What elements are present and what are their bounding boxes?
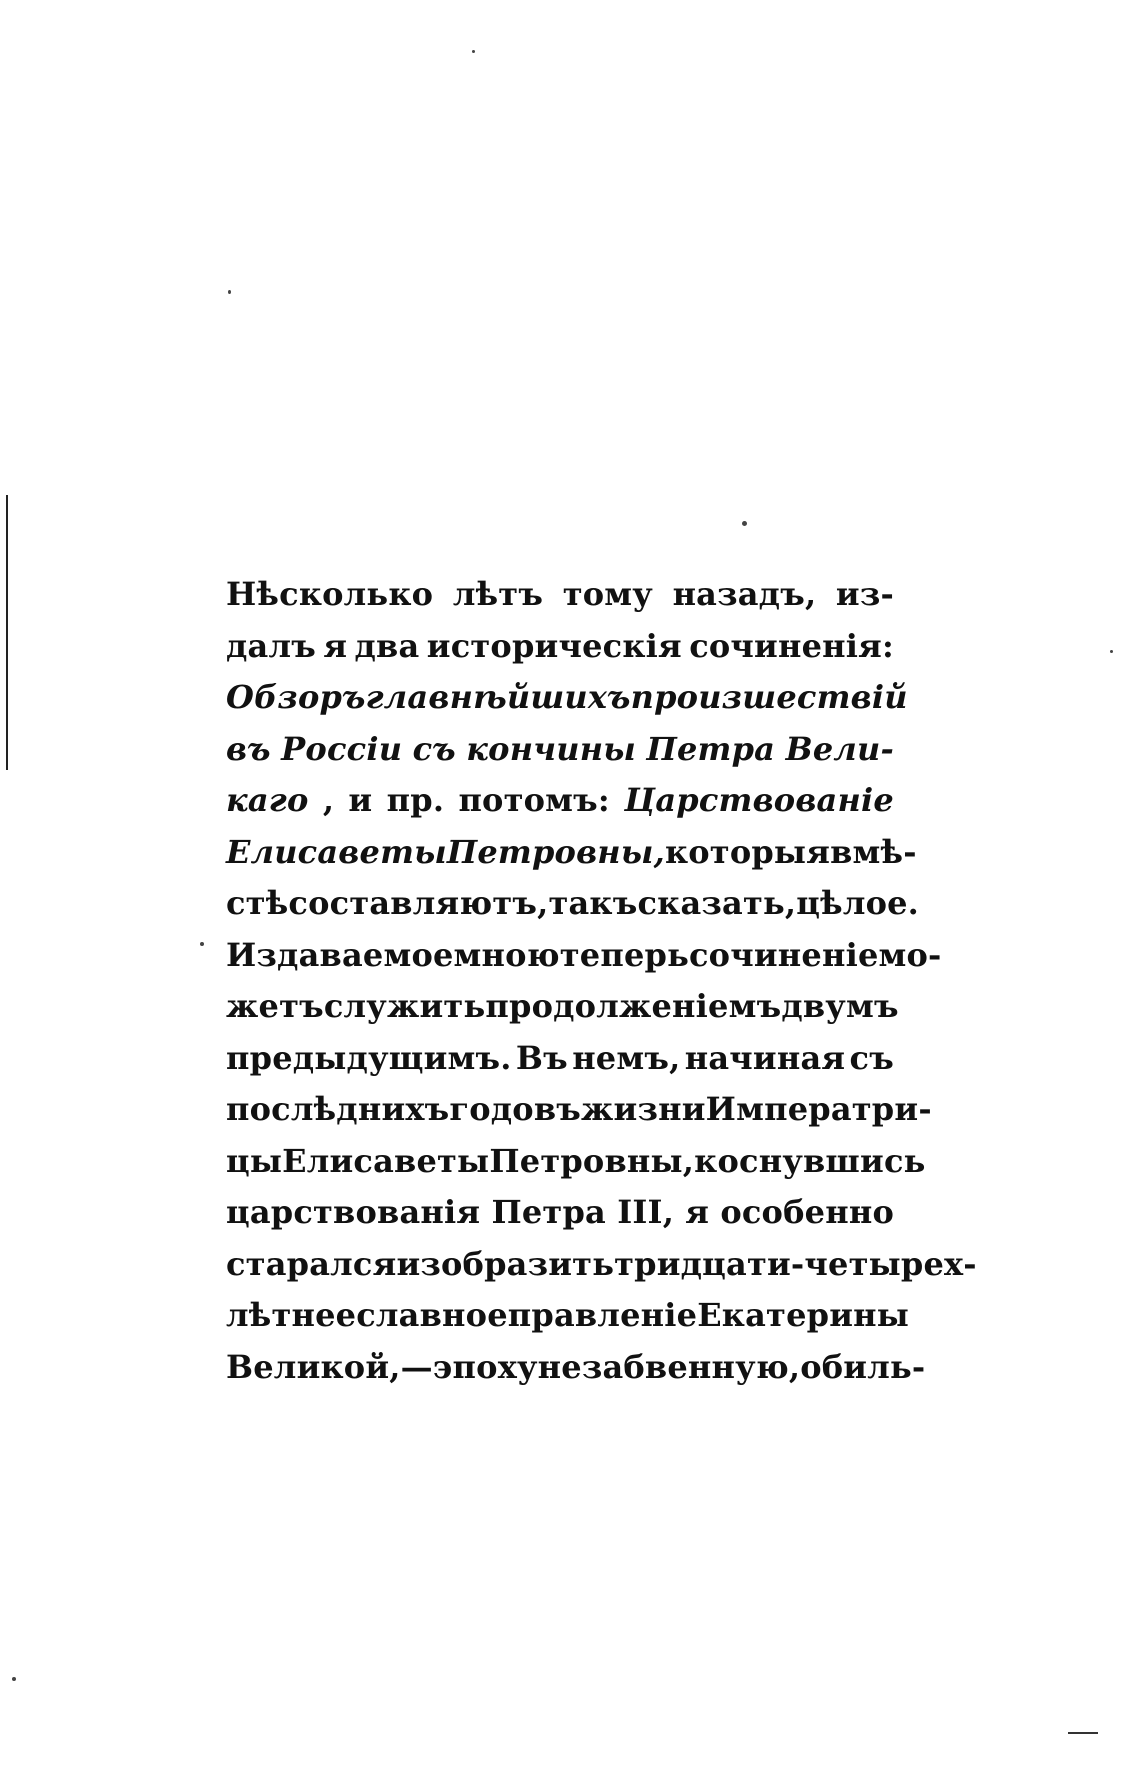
word: Великой, [226,1347,401,1386]
word: Обзоръ [226,678,366,716]
text-line [226,781,894,833]
text-line [226,884,920,936]
word: назадъ, [672,575,817,613]
word: Императри- [705,1090,932,1128]
word: продолженіемъ [485,987,782,1025]
word: сочиненіе [689,935,879,974]
word: я [323,626,348,665]
word: старался [226,1244,397,1283]
word: двумъ [781,987,899,1025]
word: , [322,781,335,819]
word: тридцати-четырех- [614,1244,977,1283]
word: Петровны, [489,1141,695,1180]
word: съ [412,729,456,768]
word: эпоху [432,1347,538,1386]
ink-speck [472,50,475,53]
text-line [226,987,899,1039]
word: послѣднихъ [226,1090,450,1128]
word: и [348,781,373,819]
word: Издаваемое [226,935,454,974]
word: съ [849,1038,894,1077]
word: потомъ: [458,781,610,819]
word: начиная [684,1038,846,1077]
word: царствованія [226,1193,481,1231]
word: немъ, [572,1038,681,1077]
word: мною [453,935,560,974]
word: Нѣсколько [226,575,434,613]
ink-mark [1068,1732,1098,1734]
ink-speck [12,1677,16,1681]
word: пр. [386,781,445,819]
word: славное [356,1296,508,1334]
word: цѣлое. [796,884,920,922]
word: въ [226,729,271,768]
word: правленіе [507,1296,698,1334]
word: Вели- [785,729,894,768]
word: стѣ [226,884,289,922]
word: Петра [646,729,776,768]
word: историческія [426,626,682,665]
text-line [226,1039,894,1091]
word: незабвенную, [537,1347,801,1386]
word: Елисаветы [226,832,447,871]
word: сочиненія: [689,626,894,665]
word: Петра [491,1193,606,1231]
word: вмѣ- [830,832,917,871]
text-line [226,832,917,885]
text-line [226,935,942,988]
word: цы [226,1141,283,1180]
word: составляютъ, [288,884,549,922]
word: Въ [515,1038,568,1077]
text-line [226,678,908,730]
word: лѣтъ [452,575,544,613]
word: мо- [878,935,942,974]
word: из- [835,575,894,613]
word: каго [226,781,309,819]
word: — [400,1347,433,1386]
word: Петровны, [446,832,665,871]
word: особенно [720,1193,894,1231]
text-line [226,1296,910,1348]
word: тому [562,575,653,613]
word: годовъ [449,1090,582,1128]
ink-speck [742,521,747,526]
word: обиль- [800,1347,926,1386]
word: Царствованіе [624,781,894,819]
word: Елисаветы [282,1141,490,1180]
word: главнѣйшихъ [365,678,631,716]
word: изобразить [396,1244,615,1283]
word: два [354,626,420,665]
word: коснувшись [694,1141,926,1180]
text-line [226,575,894,627]
word: которыя [664,832,831,871]
text-line [226,1141,926,1194]
text-line [226,1347,926,1400]
word: теперь [559,935,689,974]
text-line [226,1244,977,1297]
word: Россіи [281,729,403,768]
word: предыдущимъ. [226,1038,512,1077]
page-edge-rule [6,495,8,770]
word: сказать, [637,884,797,922]
word: такъ [548,884,638,922]
text-line [226,730,894,782]
body-text [226,575,977,1399]
ink-speck [1110,650,1113,653]
text-line [226,627,894,679]
word: далъ [226,626,316,665]
ink-speck [200,942,204,946]
word: лѣтнее [226,1296,357,1334]
word: служить [323,987,486,1025]
text-line [226,1193,894,1245]
word: III, [617,1193,675,1231]
text-line [226,1090,932,1142]
word: я [685,1193,710,1231]
ink-speck [228,290,231,294]
word: кончины [466,729,637,768]
word: произшествій [630,678,908,716]
word: Екатерины [697,1296,910,1334]
word: жизни [581,1090,706,1128]
word: жетъ [226,987,324,1025]
